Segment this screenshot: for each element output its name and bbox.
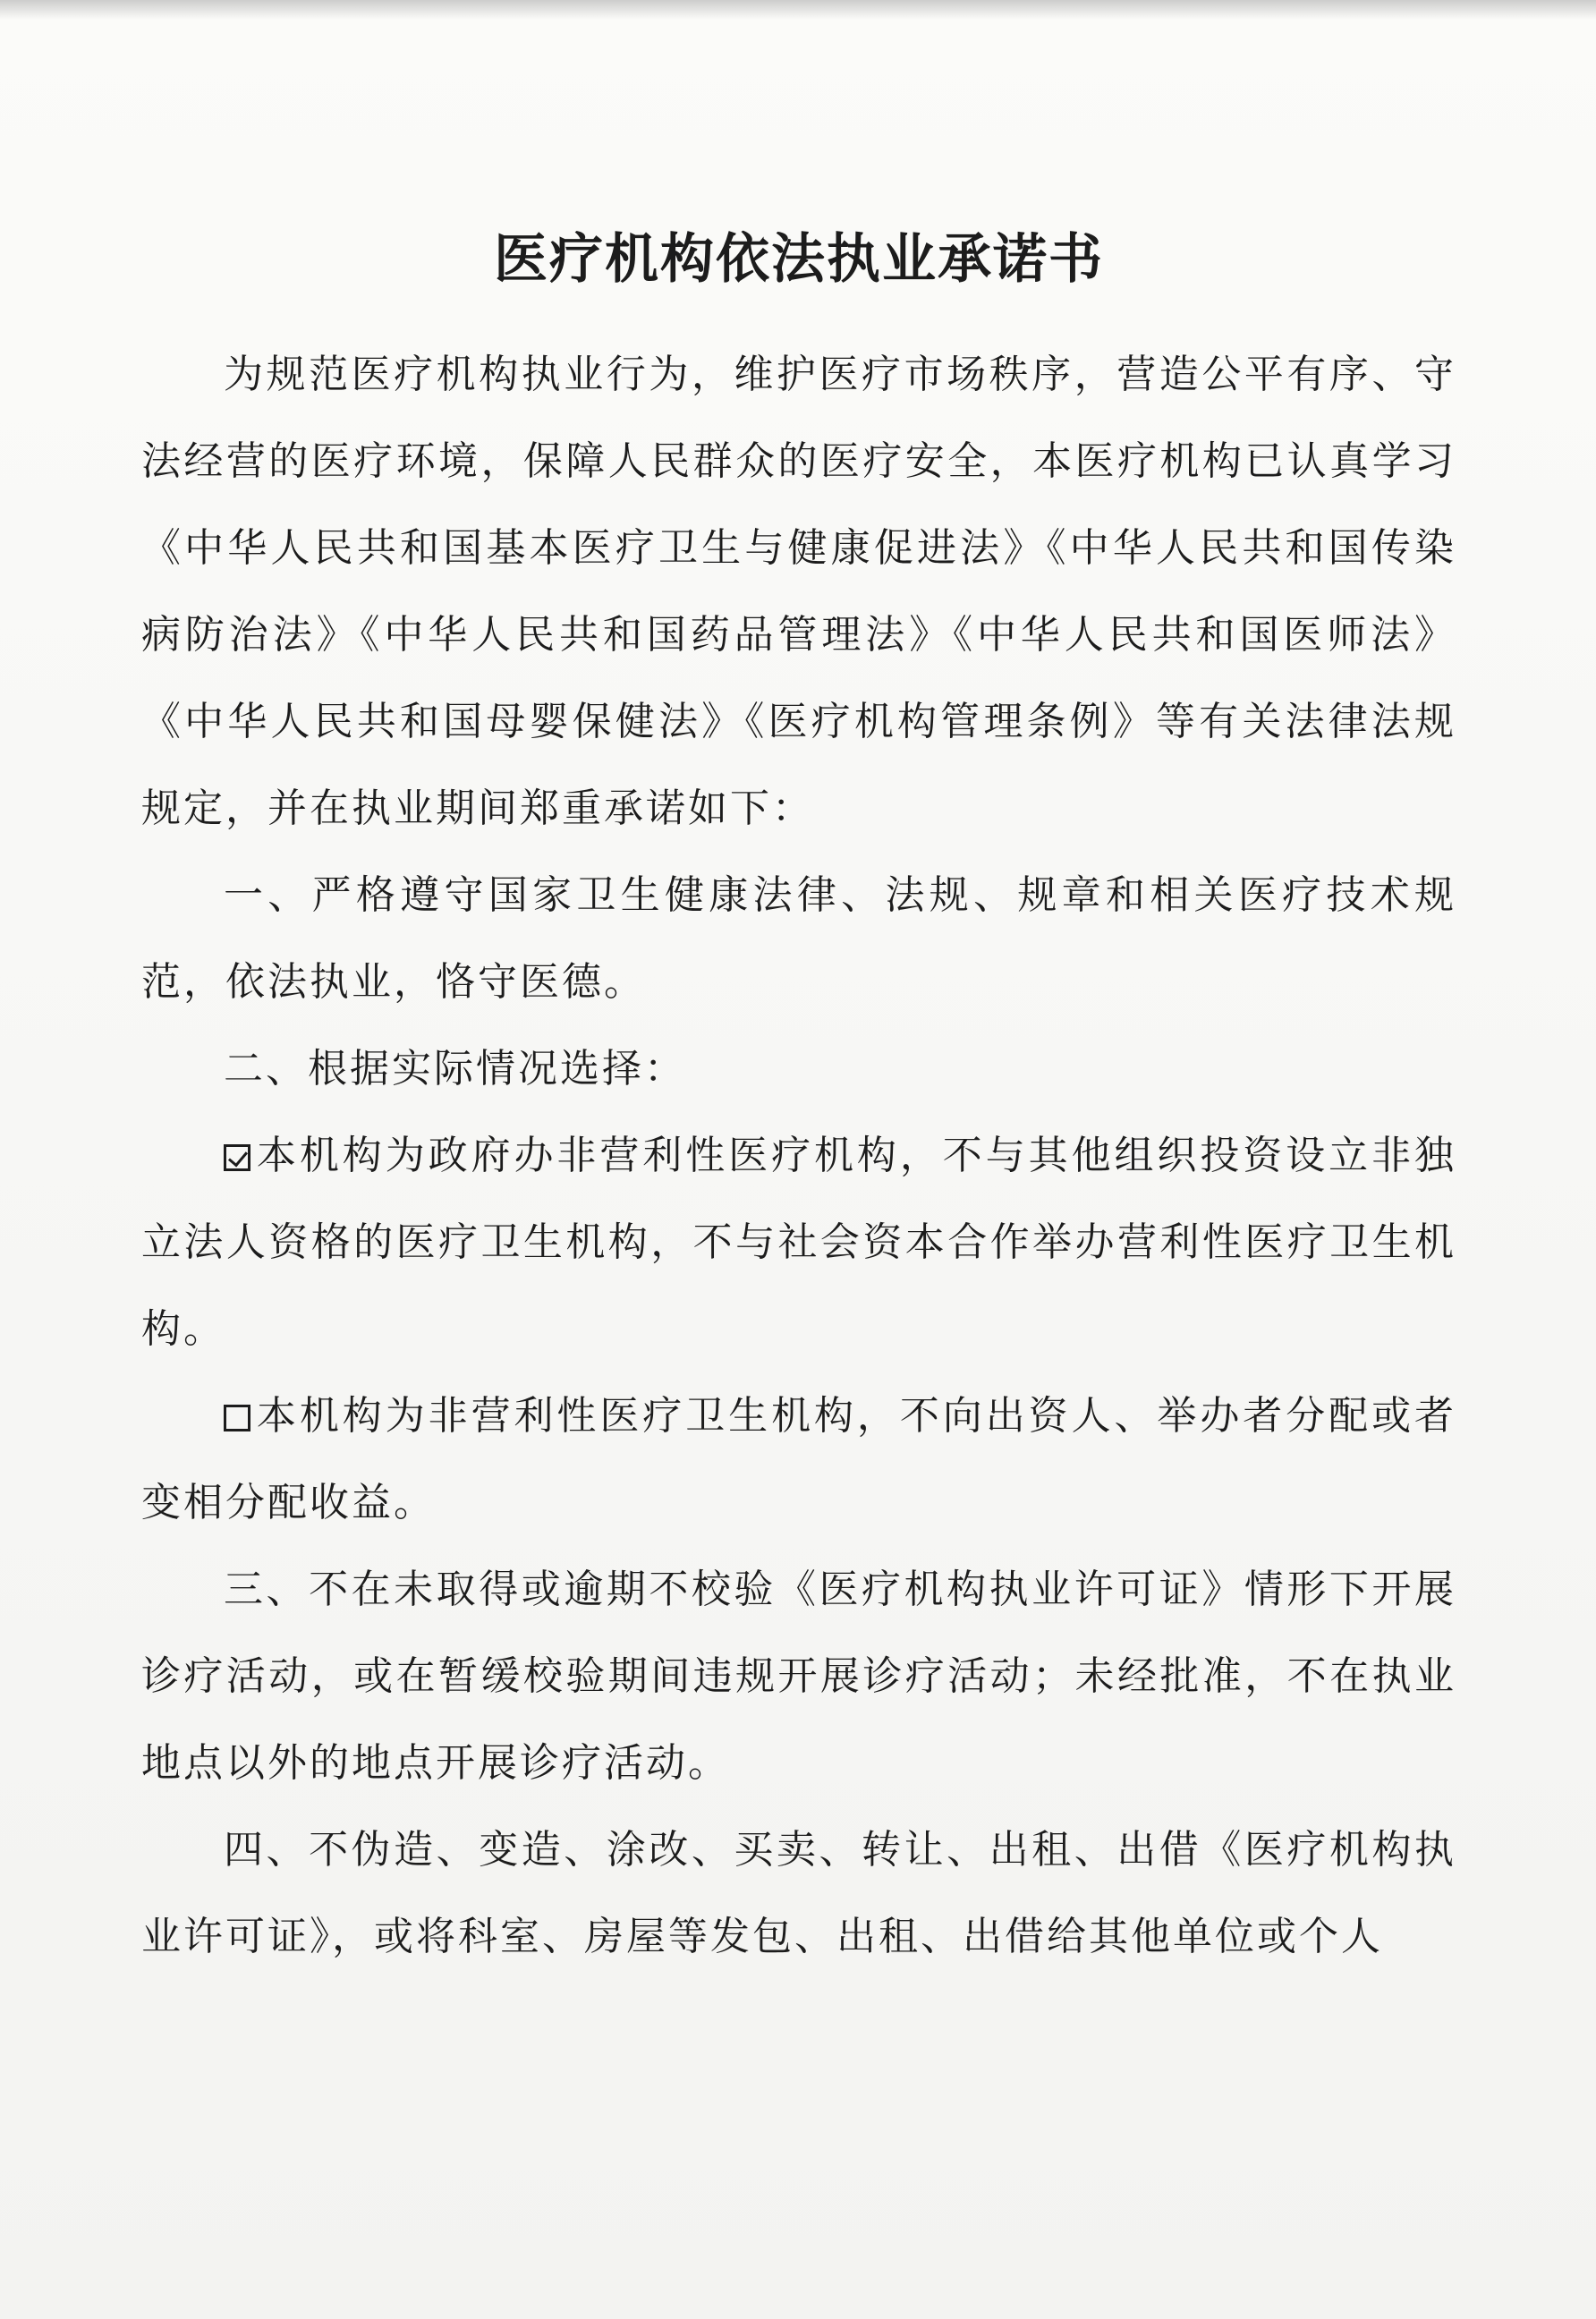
option-a-paragraph — [141, 1112, 1456, 1372]
empty-box-icon — [224, 1405, 250, 1431]
intro-paragraph: 为规范医疗机构执业行为，维护医疗市场秩序，营造公平有序、守法经营的医疗环境，保障人民群众的医疗安全，本医疗机构已认真学习《中华人民共和国基本医疗卫生与健康促进法》《中华人民共和国传染病防治法》《中华人民共和国药品管理法》《中华人民共和国医师法》《中华人民共和国母婴保健法》《医疗机构管理条例》等有关法律法规规定，并在执业期间郑重承诺如下： — [141, 352, 1456, 831]
commitment-item-2: 二、根据实际情况选择： — [224, 1046, 686, 1092]
option-b-text: 本机构为非营利性医疗卫生机构，不向出资人、举办者分配或者变相分配收益。 — [141, 1393, 1456, 1525]
commitment-item-4: 四、不伪造、变造、涂改、买卖、转让、出租、出借《医疗机构执业许可证》，或将科室、房屋等发包、出租、出借给其他单位或个人 — [141, 1827, 1456, 1959]
scan-edge-shadow — [0, 0, 1596, 20]
checked-box-icon — [224, 1144, 250, 1171]
option-b-paragraph — [141, 1372, 1456, 1546]
commitment-item-3: 三、不在未取得或逾期不校验《医疗机构执业许可证》情形下开展诊疗活动，或在暂缓校验期间违规开展诊疗活动；未经批准，不在执业地点以外的地点开展诊疗活动。 — [141, 1567, 1456, 1786]
option-a-text: 本机构为政府办非营利性医疗机构，不与其他组织投资设立非独立法人资格的医疗卫生机构，不与社会资本合作举办营利性医疗卫生机构。 — [141, 1133, 1456, 1352]
commitment-item-1: 一、严格遵守国家卫生健康法律、法规、规章和相关医疗技术规范，依法执业，恪守医德。 — [141, 872, 1456, 1005]
document-title: 医疗机构依法执业承诺书 — [494, 228, 1104, 291]
document-body — [141, 224, 1456, 1980]
